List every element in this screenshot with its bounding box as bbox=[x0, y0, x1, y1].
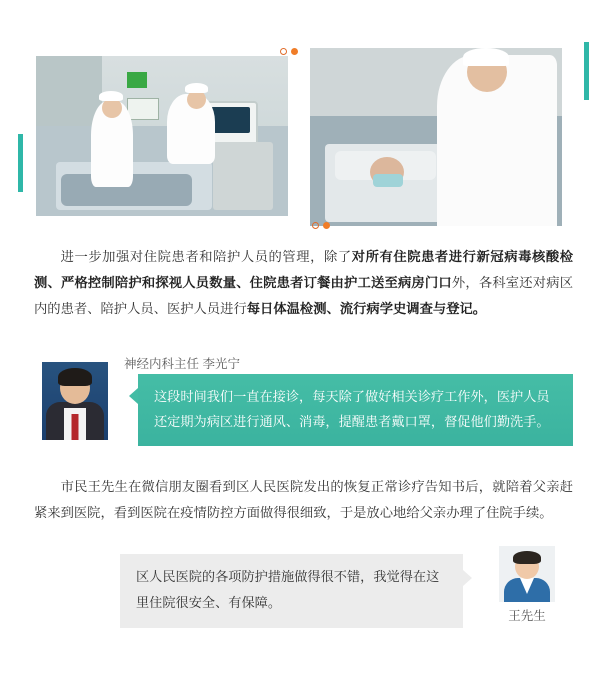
paragraph-1-text-a: 进一步加强对住院患者和陪护人员的管理，除了 bbox=[60, 249, 352, 264]
citizen-avatar bbox=[499, 546, 555, 602]
accent-bar-right bbox=[584, 42, 589, 100]
photo-patient-care bbox=[310, 48, 562, 226]
doctor-quote-block bbox=[34, 348, 573, 452]
doctor-speaker-name: 神经内科主任 李光宁 bbox=[124, 357, 240, 371]
paragraph-1-bold-a: 对所有住院患者进行新冠病毒核酸检测、严格控制陪护和探视人员数量、住院患者订餐由护工送至病房门口 bbox=[34, 249, 574, 290]
accent-bar-left bbox=[18, 134, 23, 192]
paragraph-1-text-b: 外，各科室还对病区内的患者、陪护人员、医护人员进行 bbox=[34, 275, 574, 316]
doctor-avatar bbox=[42, 362, 108, 440]
citizen-quote-bubble: 区人民医院的各项防护措施做得很不错，我觉得在这里住院很安全、有保障。 bbox=[120, 554, 463, 628]
paragraph-management bbox=[34, 244, 573, 322]
photo-marker-bottom bbox=[312, 222, 330, 229]
paragraph-citizen-story: 市民王先生在微信朋友圈看到区人民医院发出的恢复正常诊疗告知书后，就陪着父亲赶紧来到医院，看到医院在疫情防控方面做得很细致，于是放心地给父亲办理了住院手续。 bbox=[34, 479, 573, 520]
photo-hospital-ward-art bbox=[36, 56, 288, 216]
photo-hospital-ward bbox=[36, 56, 288, 216]
photo-marker-top bbox=[280, 48, 298, 55]
photo-strip bbox=[0, 24, 607, 214]
citizen-speaker-name: 王先生 bbox=[508, 609, 546, 623]
doctor-quote-bubble: 这段时间我们一直在接诊，每天除了做好相关诊疗工作外，医护人员还定期为病区进行通风、消毒，提醒患者戴口罩，督促他们勤洗手。 bbox=[138, 374, 573, 446]
citizen-quote-block bbox=[34, 554, 573, 644]
photo-patient-care-art bbox=[310, 48, 562, 226]
paragraph-1-bold-b: 每日体温检测、流行病学史调查与登记。 bbox=[246, 301, 487, 316]
